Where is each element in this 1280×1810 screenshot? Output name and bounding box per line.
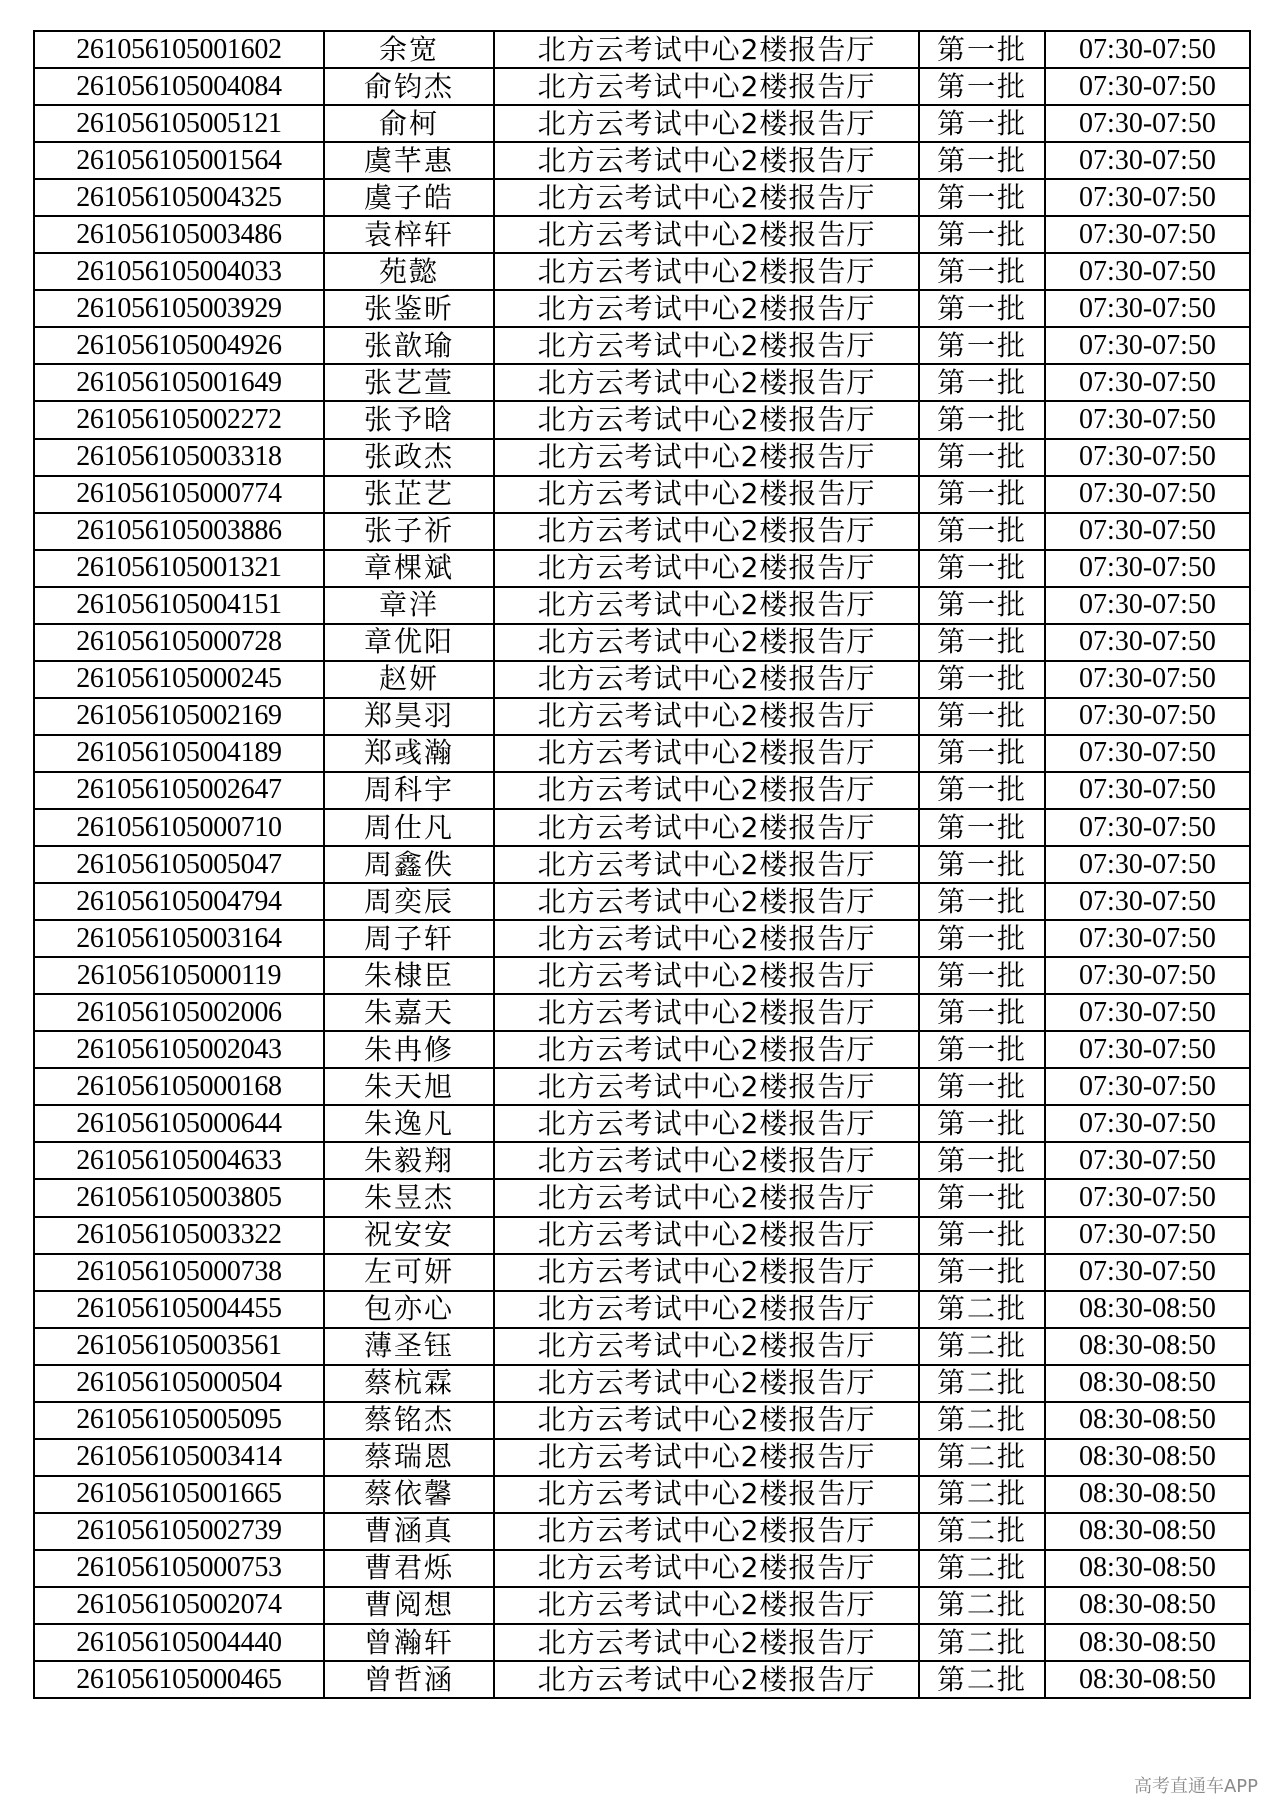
table-row	[34, 1068, 1250, 1105]
exam-id-cell: 261056105000504	[34, 1365, 324, 1402]
venue-cell: 北方云考试中心2楼报告厅	[494, 772, 919, 809]
venue-cell: 北方云考试中心2楼报告厅	[494, 401, 919, 438]
time-slot-cell: 07:30-07:50	[1045, 1068, 1250, 1105]
batch-cell: 第一批	[919, 550, 1045, 587]
batch-cell: 第一批	[919, 364, 1045, 401]
candidate-name-cell: 曾哲涵	[324, 1661, 494, 1698]
venue-cell: 北方云考试中心2楼报告厅	[494, 327, 919, 364]
batch-cell: 第一批	[919, 401, 1045, 438]
table-row	[34, 31, 1250, 68]
table-row	[34, 735, 1250, 772]
candidate-name-cell: 章优阳	[324, 624, 494, 661]
candidate-name-cell: 朱棣臣	[324, 957, 494, 994]
candidate-name-cell: 祝安安	[324, 1217, 494, 1254]
time-slot-cell: 07:30-07:50	[1045, 253, 1250, 290]
candidate-name-cell: 朱天旭	[324, 1068, 494, 1105]
batch-cell: 第一批	[919, 476, 1045, 513]
table-row	[34, 513, 1250, 550]
time-slot-cell: 07:30-07:50	[1045, 290, 1250, 327]
candidate-name-cell: 赵妍	[324, 661, 494, 698]
exam-id-cell: 261056105004325	[34, 179, 324, 216]
time-slot-cell: 07:30-07:50	[1045, 179, 1250, 216]
exam-id-cell: 261056105000728	[34, 624, 324, 661]
time-slot-cell: 07:30-07:50	[1045, 1254, 1250, 1291]
table-row	[34, 1031, 1250, 1068]
candidate-name-cell: 张政杰	[324, 439, 494, 476]
batch-cell: 第一批	[919, 439, 1045, 476]
batch-cell: 第一批	[919, 735, 1045, 772]
venue-cell: 北方云考试中心2楼报告厅	[494, 624, 919, 661]
venue-cell: 北方云考试中心2楼报告厅	[494, 1661, 919, 1698]
time-slot-cell: 07:30-07:50	[1045, 809, 1250, 846]
batch-cell: 第一批	[919, 772, 1045, 809]
candidate-name-cell: 薄圣钰	[324, 1328, 494, 1365]
batch-cell: 第二批	[919, 1439, 1045, 1476]
exam-id-cell: 261056105004440	[34, 1624, 324, 1661]
batch-cell: 第一批	[919, 698, 1045, 735]
candidate-name-cell: 朱毅翔	[324, 1142, 494, 1179]
exam-id-cell: 261056105005047	[34, 846, 324, 883]
venue-cell: 北方云考试中心2楼报告厅	[494, 1550, 919, 1587]
batch-cell: 第一批	[919, 661, 1045, 698]
candidate-name-cell: 朱嘉天	[324, 994, 494, 1031]
batch-cell: 第二批	[919, 1624, 1045, 1661]
candidate-name-cell: 周子轩	[324, 920, 494, 957]
time-slot-cell: 08:30-08:50	[1045, 1624, 1250, 1661]
candidate-name-cell: 张芷艺	[324, 476, 494, 513]
venue-cell: 北方云考试中心2楼报告厅	[494, 1328, 919, 1365]
candidate-name-cell: 张歆瑜	[324, 327, 494, 364]
venue-cell: 北方云考试中心2楼报告厅	[494, 661, 919, 698]
candidate-name-cell: 朱昱杰	[324, 1179, 494, 1216]
exam-id-cell: 261056105001564	[34, 142, 324, 179]
batch-cell: 第一批	[919, 587, 1045, 624]
table-row	[34, 846, 1250, 883]
candidate-name-cell: 曾瀚轩	[324, 1624, 494, 1661]
batch-cell: 第一批	[919, 216, 1045, 253]
batch-cell: 第一批	[919, 68, 1045, 105]
batch-cell: 第一批	[919, 920, 1045, 957]
batch-cell: 第一批	[919, 1142, 1045, 1179]
exam-id-cell: 261056105001602	[34, 31, 324, 68]
candidate-name-cell: 郑彧瀚	[324, 735, 494, 772]
exam-id-cell: 261056105003164	[34, 920, 324, 957]
table-row	[34, 1328, 1250, 1365]
candidate-name-cell: 左可妍	[324, 1254, 494, 1291]
time-slot-cell: 08:30-08:50	[1045, 1587, 1250, 1624]
table-row	[34, 1402, 1250, 1439]
venue-cell: 北方云考试中心2楼报告厅	[494, 1217, 919, 1254]
batch-cell: 第一批	[919, 809, 1045, 846]
exam-id-cell: 261056105003561	[34, 1328, 324, 1365]
candidate-name-cell: 蔡依馨	[324, 1476, 494, 1513]
venue-cell: 北方云考试中心2楼报告厅	[494, 1365, 919, 1402]
exam-id-cell: 261056105000753	[34, 1550, 324, 1587]
table-row	[34, 698, 1250, 735]
venue-cell: 北方云考试中心2楼报告厅	[494, 1142, 919, 1179]
candidate-name-cell: 俞柯	[324, 105, 494, 142]
batch-cell: 第一批	[919, 957, 1045, 994]
venue-cell: 北方云考试中心2楼报告厅	[494, 1513, 919, 1550]
time-slot-cell: 07:30-07:50	[1045, 920, 1250, 957]
time-slot-cell: 07:30-07:50	[1045, 1179, 1250, 1216]
exam-id-cell: 261056105000644	[34, 1105, 324, 1142]
venue-cell: 北方云考试中心2楼报告厅	[494, 1439, 919, 1476]
batch-cell: 第二批	[919, 1291, 1045, 1328]
time-slot-cell: 07:30-07:50	[1045, 105, 1250, 142]
venue-cell: 北方云考试中心2楼报告厅	[494, 809, 919, 846]
time-slot-cell: 07:30-07:50	[1045, 476, 1250, 513]
venue-cell: 北方云考试中心2楼报告厅	[494, 957, 919, 994]
time-slot-cell: 07:30-07:50	[1045, 364, 1250, 401]
exam-id-cell: 261056105004189	[34, 735, 324, 772]
candidate-name-cell: 包亦心	[324, 1291, 494, 1328]
batch-cell: 第一批	[919, 105, 1045, 142]
venue-cell: 北方云考试中心2楼报告厅	[494, 1291, 919, 1328]
candidate-name-cell: 虞芊惠	[324, 142, 494, 179]
time-slot-cell: 07:30-07:50	[1045, 735, 1250, 772]
candidate-name-cell: 余宽	[324, 31, 494, 68]
venue-cell: 北方云考试中心2楼报告厅	[494, 476, 919, 513]
table-row	[34, 364, 1250, 401]
exam-id-cell: 261056105004151	[34, 587, 324, 624]
venue-cell: 北方云考试中心2楼报告厅	[494, 587, 919, 624]
batch-cell: 第一批	[919, 253, 1045, 290]
table-row	[34, 994, 1250, 1031]
batch-cell: 第二批	[919, 1587, 1045, 1624]
exam-id-cell: 261056105004794	[34, 883, 324, 920]
batch-cell: 第一批	[919, 1254, 1045, 1291]
table-row	[34, 1439, 1250, 1476]
venue-cell: 北方云考试中心2楼报告厅	[494, 1624, 919, 1661]
candidate-name-cell: 周鑫佚	[324, 846, 494, 883]
exam-id-cell: 261056105003929	[34, 290, 324, 327]
table-row	[34, 1513, 1250, 1550]
candidate-name-cell: 张予晗	[324, 401, 494, 438]
time-slot-cell: 07:30-07:50	[1045, 142, 1250, 179]
candidate-name-cell: 虞子皓	[324, 179, 494, 216]
exam-roster-table	[33, 30, 1251, 1699]
time-slot-cell: 07:30-07:50	[1045, 957, 1250, 994]
table-row	[34, 809, 1250, 846]
exam-id-cell: 261056105000168	[34, 1068, 324, 1105]
exam-id-cell: 261056105003805	[34, 1179, 324, 1216]
exam-id-cell: 261056105003486	[34, 216, 324, 253]
venue-cell: 北方云考试中心2楼报告厅	[494, 142, 919, 179]
batch-cell: 第二批	[919, 1550, 1045, 1587]
exam-id-cell: 261056105002739	[34, 1513, 324, 1550]
venue-cell: 北方云考试中心2楼报告厅	[494, 1587, 919, 1624]
time-slot-cell: 08:30-08:50	[1045, 1439, 1250, 1476]
batch-cell: 第一批	[919, 1105, 1045, 1142]
table-row	[34, 179, 1250, 216]
table-row	[34, 1550, 1250, 1587]
candidate-name-cell: 周仕凡	[324, 809, 494, 846]
batch-cell: 第一批	[919, 1179, 1045, 1216]
table-row	[34, 216, 1250, 253]
table-row	[34, 327, 1250, 364]
table-row	[34, 290, 1250, 327]
table-row	[34, 1587, 1250, 1624]
time-slot-cell: 07:30-07:50	[1045, 1031, 1250, 1068]
table-row	[34, 253, 1250, 290]
table-row	[34, 439, 1250, 476]
candidate-name-cell: 张艺萱	[324, 364, 494, 401]
candidate-name-cell: 俞钧杰	[324, 68, 494, 105]
table-row	[34, 1476, 1250, 1513]
batch-cell: 第一批	[919, 513, 1045, 550]
venue-cell: 北方云考试中心2楼报告厅	[494, 1105, 919, 1142]
exam-id-cell: 261056105003886	[34, 513, 324, 550]
batch-cell: 第一批	[919, 883, 1045, 920]
exam-id-cell: 261056105004926	[34, 327, 324, 364]
venue-cell: 北方云考试中心2楼报告厅	[494, 994, 919, 1031]
time-slot-cell: 07:30-07:50	[1045, 587, 1250, 624]
table-row	[34, 772, 1250, 809]
venue-cell: 北方云考试中心2楼报告厅	[494, 513, 919, 550]
table-row	[34, 661, 1250, 698]
venue-cell: 北方云考试中心2楼报告厅	[494, 179, 919, 216]
batch-cell: 第一批	[919, 327, 1045, 364]
time-slot-cell: 07:30-07:50	[1045, 513, 1250, 550]
time-slot-cell: 07:30-07:50	[1045, 401, 1250, 438]
batch-cell: 第二批	[919, 1476, 1045, 1513]
candidate-name-cell: 张子祈	[324, 513, 494, 550]
venue-cell: 北方云考试中心2楼报告厅	[494, 883, 919, 920]
exam-id-cell: 261056105005095	[34, 1402, 324, 1439]
time-slot-cell: 08:30-08:50	[1045, 1550, 1250, 1587]
time-slot-cell: 07:30-07:50	[1045, 216, 1250, 253]
venue-cell: 北方云考试中心2楼报告厅	[494, 105, 919, 142]
candidate-name-cell: 朱冉修	[324, 1031, 494, 1068]
time-slot-cell: 08:30-08:50	[1045, 1476, 1250, 1513]
exam-id-cell: 261056105002272	[34, 401, 324, 438]
table-row	[34, 624, 1250, 661]
table-row	[34, 1105, 1250, 1142]
venue-cell: 北方云考试中心2楼报告厅	[494, 31, 919, 68]
exam-id-cell: 261056105004084	[34, 68, 324, 105]
table-row	[34, 476, 1250, 513]
venue-cell: 北方云考试中心2楼报告厅	[494, 1254, 919, 1291]
candidate-name-cell: 蔡瑞恩	[324, 1439, 494, 1476]
table-row	[34, 957, 1250, 994]
exam-id-cell: 261056105001649	[34, 364, 324, 401]
table-row	[34, 883, 1250, 920]
venue-cell: 北方云考试中心2楼报告厅	[494, 364, 919, 401]
batch-cell: 第二批	[919, 1402, 1045, 1439]
table-row	[34, 1365, 1250, 1402]
candidate-name-cell: 郑昊羽	[324, 698, 494, 735]
venue-cell: 北方云考试中心2楼报告厅	[494, 920, 919, 957]
candidate-name-cell: 曹君烁	[324, 1550, 494, 1587]
batch-cell: 第二批	[919, 1513, 1045, 1550]
time-slot-cell: 07:30-07:50	[1045, 550, 1250, 587]
table-row	[34, 1217, 1250, 1254]
batch-cell: 第一批	[919, 624, 1045, 661]
time-slot-cell: 08:30-08:50	[1045, 1402, 1250, 1439]
candidate-name-cell: 周奕辰	[324, 883, 494, 920]
exam-id-cell: 261056105003414	[34, 1439, 324, 1476]
table-row	[34, 550, 1250, 587]
time-slot-cell: 08:30-08:50	[1045, 1328, 1250, 1365]
venue-cell: 北方云考试中心2楼报告厅	[494, 216, 919, 253]
exam-id-cell: 261056105002006	[34, 994, 324, 1031]
candidate-name-cell: 苑懿	[324, 253, 494, 290]
time-slot-cell: 07:30-07:50	[1045, 698, 1250, 735]
venue-cell: 北方云考试中心2楼报告厅	[494, 698, 919, 735]
time-slot-cell: 08:30-08:50	[1045, 1365, 1250, 1402]
exam-id-cell: 261056105000738	[34, 1254, 324, 1291]
time-slot-cell: 08:30-08:50	[1045, 1661, 1250, 1698]
batch-cell: 第一批	[919, 290, 1045, 327]
time-slot-cell: 07:30-07:50	[1045, 68, 1250, 105]
time-slot-cell: 07:30-07:50	[1045, 439, 1250, 476]
venue-cell: 北方云考试中心2楼报告厅	[494, 735, 919, 772]
candidate-name-cell: 蔡杭霖	[324, 1365, 494, 1402]
venue-cell: 北方云考试中心2楼报告厅	[494, 290, 919, 327]
time-slot-cell: 08:30-08:50	[1045, 1291, 1250, 1328]
exam-id-cell: 261056105003318	[34, 439, 324, 476]
time-slot-cell: 07:30-07:50	[1045, 846, 1250, 883]
exam-id-cell: 261056105003322	[34, 1217, 324, 1254]
table-row	[34, 1254, 1250, 1291]
batch-cell: 第一批	[919, 31, 1045, 68]
table-row	[34, 1179, 1250, 1216]
candidate-name-cell: 章棵斌	[324, 550, 494, 587]
table-row	[34, 401, 1250, 438]
table-row	[34, 68, 1250, 105]
time-slot-cell: 07:30-07:50	[1045, 883, 1250, 920]
candidate-name-cell: 袁梓轩	[324, 216, 494, 253]
time-slot-cell: 07:30-07:50	[1045, 327, 1250, 364]
exam-id-cell: 261056105002647	[34, 772, 324, 809]
exam-id-cell: 261056105004633	[34, 1142, 324, 1179]
time-slot-cell: 07:30-07:50	[1045, 994, 1250, 1031]
exam-id-cell: 261056105000119	[34, 957, 324, 994]
exam-id-cell: 261056105000710	[34, 809, 324, 846]
time-slot-cell: 07:30-07:50	[1045, 1105, 1250, 1142]
candidate-name-cell: 曹阅想	[324, 1587, 494, 1624]
batch-cell: 第一批	[919, 1031, 1045, 1068]
candidate-name-cell: 周科宇	[324, 772, 494, 809]
venue-cell: 北方云考试中心2楼报告厅	[494, 1068, 919, 1105]
candidate-name-cell: 张鉴昕	[324, 290, 494, 327]
exam-id-cell: 261056105002074	[34, 1587, 324, 1624]
roster-sheet	[33, 30, 1249, 1699]
table-row	[34, 920, 1250, 957]
time-slot-cell: 07:30-07:50	[1045, 1217, 1250, 1254]
exam-id-cell: 261056105000774	[34, 476, 324, 513]
exam-id-cell: 261056105000465	[34, 1661, 324, 1698]
time-slot-cell: 07:30-07:50	[1045, 772, 1250, 809]
venue-cell: 北方云考试中心2楼报告厅	[494, 253, 919, 290]
exam-id-cell: 261056105001321	[34, 550, 324, 587]
exam-id-cell: 261056105000245	[34, 661, 324, 698]
watermark-text: 高考直通车APP	[1133, 1776, 1258, 1797]
exam-id-cell: 261056105005121	[34, 105, 324, 142]
exam-id-cell: 261056105001665	[34, 1476, 324, 1513]
roster-body	[34, 31, 1250, 1698]
venue-cell: 北方云考试中心2楼报告厅	[494, 1402, 919, 1439]
exam-id-cell: 261056105002043	[34, 1031, 324, 1068]
exam-id-cell: 261056105004455	[34, 1291, 324, 1328]
table-row	[34, 1624, 1250, 1661]
batch-cell: 第一批	[919, 994, 1045, 1031]
batch-cell: 第一批	[919, 1068, 1045, 1105]
table-row	[34, 587, 1250, 624]
batch-cell: 第一批	[919, 179, 1045, 216]
table-row	[34, 142, 1250, 179]
time-slot-cell: 07:30-07:50	[1045, 661, 1250, 698]
candidate-name-cell: 曹涵真	[324, 1513, 494, 1550]
venue-cell: 北方云考试中心2楼报告厅	[494, 1179, 919, 1216]
time-slot-cell: 07:30-07:50	[1045, 31, 1250, 68]
candidate-name-cell: 章洋	[324, 587, 494, 624]
time-slot-cell: 07:30-07:50	[1045, 1142, 1250, 1179]
venue-cell: 北方云考试中心2楼报告厅	[494, 68, 919, 105]
table-row	[34, 105, 1250, 142]
batch-cell: 第二批	[919, 1661, 1045, 1698]
batch-cell: 第一批	[919, 1217, 1045, 1254]
time-slot-cell: 08:30-08:50	[1045, 1513, 1250, 1550]
table-row	[34, 1291, 1250, 1328]
batch-cell: 第二批	[919, 1328, 1045, 1365]
candidate-name-cell: 朱逸凡	[324, 1105, 494, 1142]
table-row	[34, 1142, 1250, 1179]
venue-cell: 北方云考试中心2楼报告厅	[494, 439, 919, 476]
batch-cell: 第一批	[919, 846, 1045, 883]
venue-cell: 北方云考试中心2楼报告厅	[494, 550, 919, 587]
exam-id-cell: 261056105004033	[34, 253, 324, 290]
table-row	[34, 1661, 1250, 1698]
time-slot-cell: 07:30-07:50	[1045, 624, 1250, 661]
venue-cell: 北方云考试中心2楼报告厅	[494, 1476, 919, 1513]
exam-id-cell: 261056105002169	[34, 698, 324, 735]
batch-cell: 第一批	[919, 142, 1045, 179]
candidate-name-cell: 蔡铭杰	[324, 1402, 494, 1439]
venue-cell: 北方云考试中心2楼报告厅	[494, 846, 919, 883]
batch-cell: 第二批	[919, 1365, 1045, 1402]
venue-cell: 北方云考试中心2楼报告厅	[494, 1031, 919, 1068]
